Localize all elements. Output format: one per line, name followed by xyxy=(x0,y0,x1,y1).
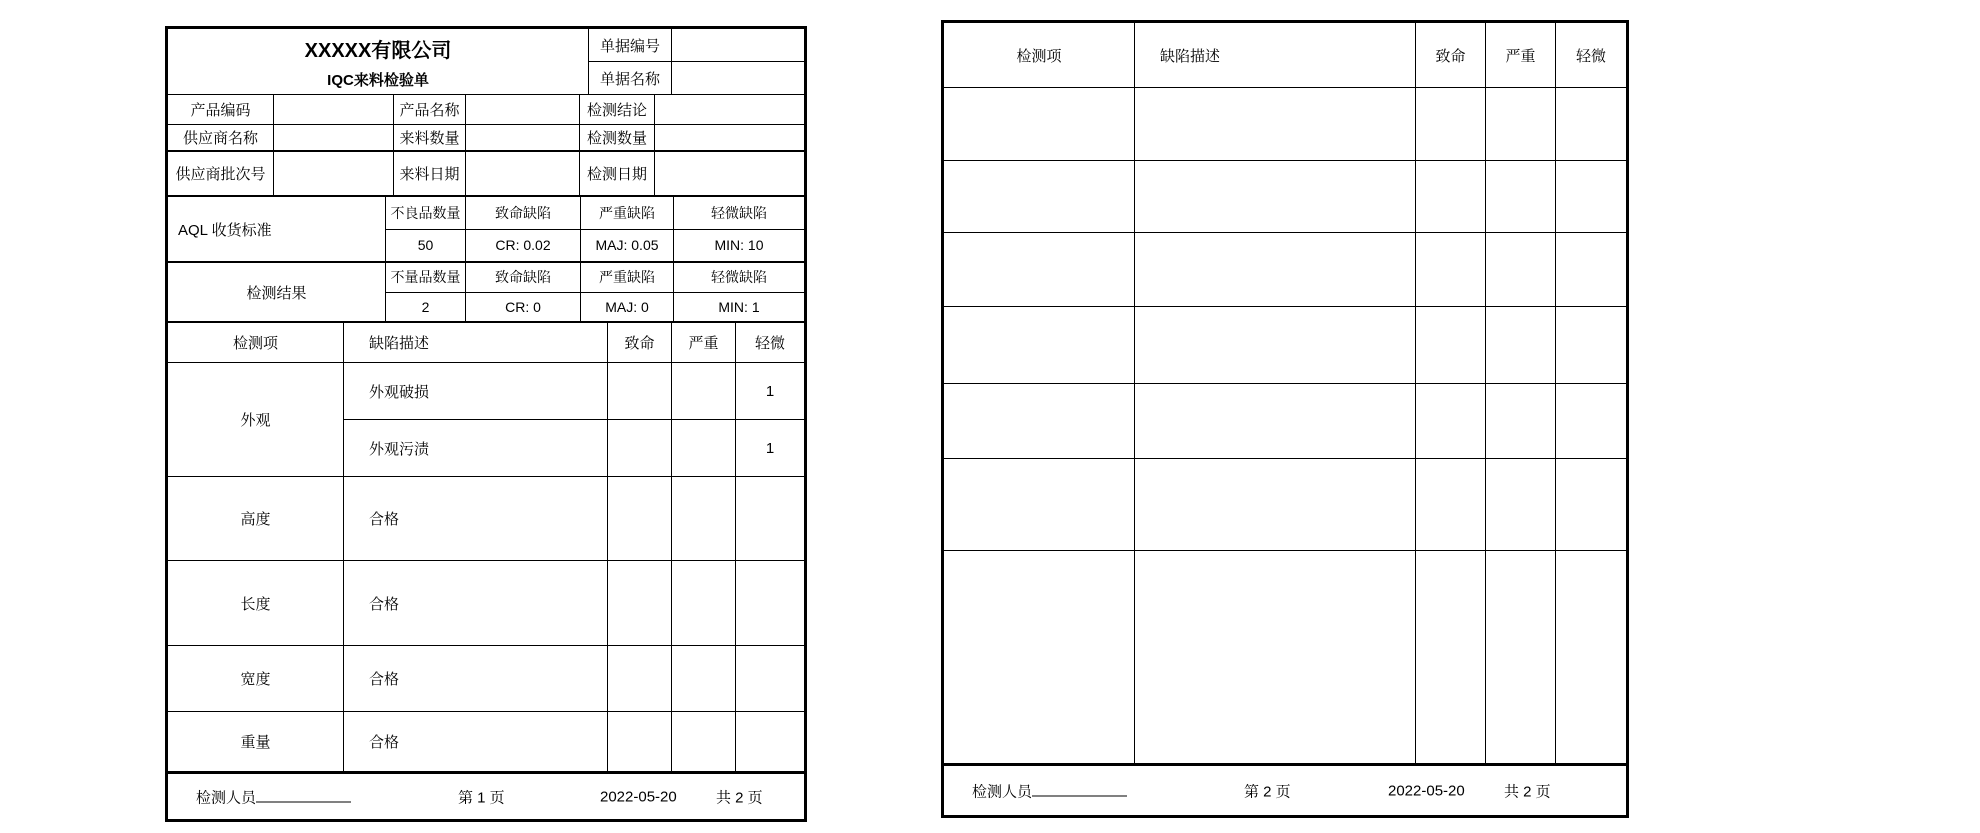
major-count-cell xyxy=(1486,233,1556,306)
table-header-cell: 轻微 xyxy=(754,335,785,352)
minor-count-cell xyxy=(1556,459,1626,550)
major-count-cell xyxy=(672,363,736,419)
desc-cell: 合格 xyxy=(344,646,608,711)
desc-cell: 外观污渍 xyxy=(344,420,608,476)
major-count-cell xyxy=(1486,459,1556,550)
empty-row xyxy=(944,88,1626,161)
item-cell xyxy=(944,551,1135,763)
doc-no-label: 单据编号 xyxy=(589,29,672,61)
desc-cell xyxy=(1135,459,1416,550)
field-value xyxy=(466,152,580,195)
aql-col-header: 轻微缺陷 xyxy=(711,204,767,221)
table-row xyxy=(168,561,804,646)
result-col-value: MAJ: 0 xyxy=(581,293,674,322)
item-cell: 宽度 xyxy=(168,646,344,711)
field-label: 来料日期 xyxy=(394,152,466,195)
result-section xyxy=(168,263,804,323)
table-header-cell: 严重 xyxy=(672,323,736,362)
table-header-cell: 缺陷描述 xyxy=(1135,23,1416,87)
item-cell xyxy=(944,88,1135,160)
field-label: 检测日期 xyxy=(580,152,655,195)
critical-count-cell xyxy=(608,646,672,711)
aql-headers xyxy=(386,197,804,230)
result-col-value: CR: 0 xyxy=(466,293,581,322)
doc-name-row xyxy=(589,62,804,94)
critical-count-cell xyxy=(608,477,672,560)
minor-count-cell xyxy=(1556,88,1626,160)
field-value xyxy=(274,125,394,150)
desc-cell: 外观破损 xyxy=(344,363,608,419)
field-value xyxy=(274,95,394,124)
major-count-cell xyxy=(672,477,736,560)
major-count-cell xyxy=(672,712,736,771)
report-date: 2022-05-20 xyxy=(1388,782,1465,799)
field-label: 供应商名称 xyxy=(168,125,274,150)
doc-no-row xyxy=(589,29,804,62)
page2-footer xyxy=(944,763,1626,815)
table-group-appearance xyxy=(168,363,804,477)
minor-count-cell xyxy=(736,646,804,711)
desc-cell xyxy=(1135,307,1416,383)
table-header-cell: 轻微 xyxy=(1575,47,1606,65)
aql-values xyxy=(386,230,804,262)
table-header-row xyxy=(944,23,1626,88)
result-col-header: 致命缺陷 xyxy=(466,263,581,292)
report-date: 2022-05-20 xyxy=(600,788,677,805)
minor-count-cell xyxy=(736,712,804,771)
empty-row xyxy=(944,307,1626,384)
critical-count-cell xyxy=(1416,459,1486,550)
minor-count-cell xyxy=(1556,384,1626,458)
aql-col-value: MAJ: 0.05 xyxy=(581,230,674,262)
item-cell xyxy=(944,459,1135,550)
table-header-cell: 检测项 xyxy=(944,23,1135,87)
minor-count-cell xyxy=(1556,551,1626,763)
field-value xyxy=(655,125,804,150)
minor-count-cell xyxy=(736,561,804,645)
major-count-cell xyxy=(1486,551,1556,763)
doc-name-label: 单据名称 xyxy=(589,62,672,94)
total-pages: 共 2 页 xyxy=(1504,783,1551,800)
form-title: IQC来料检验单 xyxy=(327,71,429,89)
item-cell xyxy=(944,233,1135,306)
aql-col-value: CR: 0.02 xyxy=(466,230,581,262)
field-label: 来料数量 xyxy=(394,125,466,150)
minor-count-cell: 1 xyxy=(765,439,775,457)
result-col-header: 不量品数量 xyxy=(386,263,466,292)
result-values xyxy=(386,293,804,322)
inspector-field xyxy=(196,786,351,807)
desc-cell: 合格 xyxy=(344,561,608,645)
field-label: 检测数量 xyxy=(580,125,655,150)
page-1 xyxy=(165,26,807,822)
minor-count-cell xyxy=(1556,233,1626,306)
field-value xyxy=(466,95,580,124)
critical-count-cell xyxy=(1416,88,1486,160)
field-label: 检测结论 xyxy=(580,95,655,124)
field-label: 供应商批次号 xyxy=(168,152,274,195)
page-number: 第 2 页 xyxy=(1244,783,1291,800)
major-count-cell xyxy=(672,561,736,645)
signature-line xyxy=(256,787,351,802)
result-col-header: 严重缺陷 xyxy=(581,263,674,292)
title-cell xyxy=(168,29,589,94)
aql-grid xyxy=(386,197,804,261)
result-grid xyxy=(386,263,804,321)
minor-count-cell xyxy=(1556,307,1626,383)
critical-count-cell xyxy=(608,561,672,645)
major-count-cell xyxy=(672,420,736,476)
table-header-row xyxy=(168,323,804,363)
major-count-cell xyxy=(1486,88,1556,160)
result-col-value: MIN: 1 xyxy=(718,298,760,315)
aql-col-value: 50 xyxy=(386,230,466,262)
header-block xyxy=(168,29,804,95)
critical-count-cell xyxy=(1416,233,1486,306)
inspector-label: 检测人员 xyxy=(196,789,257,806)
result-col-value: 2 xyxy=(386,293,466,322)
critical-count-cell xyxy=(608,363,672,419)
doc-no-value xyxy=(672,29,804,61)
aql-col-header: 致命缺陷 xyxy=(466,197,581,229)
result-label: 检测结果 xyxy=(168,263,386,321)
field-label: 产品名称 xyxy=(394,95,466,124)
doc-name-value xyxy=(672,62,804,94)
empty-row xyxy=(944,384,1626,459)
desc-cell xyxy=(1135,161,1416,232)
field-value xyxy=(274,152,394,195)
desc-cell xyxy=(1135,88,1416,160)
field-value xyxy=(466,125,580,150)
table-header-cell: 致命 xyxy=(1416,23,1486,87)
desc-cell: 合格 xyxy=(344,477,608,560)
info-row-product xyxy=(168,95,804,125)
aql-col-header: 不良品数量 xyxy=(386,197,466,229)
desc-cell: 合格 xyxy=(344,712,608,771)
critical-count-cell xyxy=(608,712,672,771)
aql-col-value: MIN: 10 xyxy=(714,237,764,254)
signature-line xyxy=(1032,781,1127,796)
desc-cell xyxy=(1135,551,1416,763)
inspector-field xyxy=(972,780,1127,801)
minor-count-cell xyxy=(736,477,804,560)
company-name: XXXXX有限公司 xyxy=(304,39,452,62)
result-headers xyxy=(386,263,804,293)
aql-col-header: 严重缺陷 xyxy=(581,197,674,229)
total-pages: 共 2 页 xyxy=(716,789,763,806)
field-value xyxy=(655,152,804,195)
info-row-supplier xyxy=(168,125,804,152)
minor-count-cell: 1 xyxy=(765,382,775,400)
empty-row xyxy=(944,233,1626,307)
page1-footer xyxy=(168,771,804,819)
item-cell xyxy=(944,161,1135,232)
item-cell: 外观 xyxy=(168,363,344,476)
table-row xyxy=(168,477,804,561)
critical-count-cell xyxy=(1416,551,1486,763)
field-value xyxy=(655,95,804,124)
major-count-cell xyxy=(1486,384,1556,458)
field-label: 产品编码 xyxy=(168,95,274,124)
major-count-cell xyxy=(1486,307,1556,383)
desc-cell xyxy=(1135,233,1416,306)
critical-count-cell xyxy=(1416,307,1486,383)
empty-row xyxy=(944,551,1626,763)
table-header-cell: 致命 xyxy=(608,323,672,362)
table-row xyxy=(168,646,804,712)
inspector-label: 检测人员 xyxy=(972,783,1033,800)
table-row xyxy=(168,712,804,771)
doc-fields xyxy=(589,29,804,94)
table-header-cell: 严重 xyxy=(1486,23,1556,87)
item-cell xyxy=(944,307,1135,383)
aql-section xyxy=(168,197,804,263)
critical-count-cell xyxy=(1416,161,1486,232)
item-cell: 高度 xyxy=(168,477,344,560)
table-header-cell: 缺陷描述 xyxy=(344,323,608,362)
table-header-cell: 检测项 xyxy=(168,323,344,362)
desc-cell xyxy=(1135,384,1416,458)
major-count-cell xyxy=(672,646,736,711)
critical-count-cell xyxy=(1416,384,1486,458)
info-row-batch xyxy=(168,152,804,197)
empty-row xyxy=(944,459,1626,551)
aql-label: AQL 收货标准 xyxy=(168,197,386,261)
item-cell: 重量 xyxy=(168,712,344,771)
table-row xyxy=(344,363,804,420)
empty-row xyxy=(944,161,1626,233)
page-number: 第 1 页 xyxy=(458,789,505,806)
item-cell: 长度 xyxy=(168,561,344,645)
major-count-cell xyxy=(1486,161,1556,232)
item-cell xyxy=(944,384,1135,458)
table-row xyxy=(344,420,804,476)
critical-count-cell xyxy=(608,420,672,476)
result-col-header: 轻微缺陷 xyxy=(711,269,767,286)
minor-count-cell xyxy=(1556,161,1626,232)
page-2 xyxy=(941,20,1629,818)
